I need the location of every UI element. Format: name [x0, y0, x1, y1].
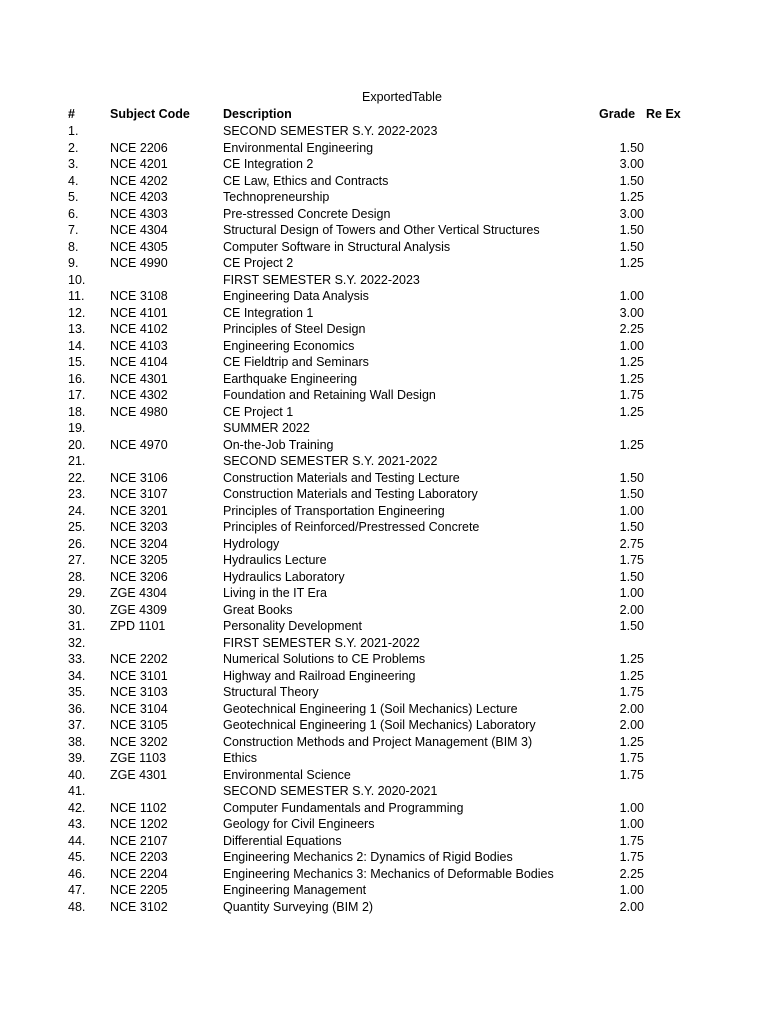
table-row [0, 453, 768, 470]
table-row [0, 255, 768, 272]
row-description: SUMMER 2022 [223, 421, 310, 435]
table-row [0, 189, 768, 206]
row-grade: 1.00 [619, 586, 644, 600]
table-row [0, 420, 768, 437]
row-description: Structural Design of Towers and Other Vertical Structures [223, 223, 540, 237]
row-description: Construction Methods and Project Management (BIM 3) [223, 734, 533, 749]
row-subject-code: NCE 2202 [110, 652, 168, 666]
row-grade: 2.00 [619, 602, 644, 617]
row-subject-code: NCE 2206 [110, 140, 168, 155]
row-subject-code: NCE 3101 [110, 668, 168, 683]
row-subject-code: NCE 2204 [110, 866, 168, 881]
row-number: 46. [68, 866, 86, 881]
row-number: 25. [68, 520, 86, 534]
row-subject-code: ZPD 1101 [110, 619, 166, 633]
row-subject-code: NCE 3104 [110, 701, 168, 716]
row-description: Principles of Transportation Engineering [223, 503, 445, 518]
row-number: 36. [68, 701, 86, 716]
row-number: 22. [68, 470, 86, 485]
row-description: Principles of Reinforced/Prestressed Concrete [223, 520, 480, 534]
table-row [0, 849, 768, 866]
row-description: SECOND SEMESTER S.Y. 2021-2022 [223, 454, 438, 468]
table-row [0, 833, 768, 850]
row-subject-code: NCE 1102 [110, 800, 167, 815]
row-subject-code: NCE 3204 [110, 536, 168, 551]
row-subject-code: NCE 4990 [110, 256, 168, 270]
row-description: Hydrology [223, 536, 280, 551]
row-description: Engineering Mechanics 3: Mechanics of Deformable Bodies [223, 866, 554, 881]
row-number: 18. [68, 404, 86, 419]
row-number: 23. [68, 487, 86, 501]
row-number: 3. [68, 157, 79, 171]
row-grade: 3.00 [619, 305, 644, 320]
row-description: Geology for Civil Engineers [223, 817, 375, 831]
row-description: FIRST SEMESTER S.Y. 2021-2022 [223, 635, 420, 650]
row-description: CE Fieldtrip and Seminars [223, 355, 369, 369]
row-description: Foundation and Retaining Wall Design [223, 388, 436, 402]
row-number: 48. [68, 899, 86, 914]
row-subject-code: NCE 3102 [110, 899, 168, 914]
row-number: 21. [68, 454, 86, 468]
row-number: 12. [68, 305, 86, 320]
header-subject-code: Subject Code [110, 107, 190, 121]
row-number: 5. [68, 190, 79, 204]
row-number: 41. [68, 784, 86, 798]
row-subject-code: NCE 2107 [110, 833, 168, 848]
row-description: Engineering Data Analysis [223, 289, 369, 303]
table-header-row [0, 106, 768, 123]
row-number: 37. [68, 718, 86, 732]
row-number: 9. [68, 256, 79, 270]
row-grade: 2.00 [619, 718, 644, 732]
row-subject-code: NCE 3206 [110, 569, 168, 584]
table-row [0, 437, 768, 454]
row-number: 26. [68, 536, 86, 551]
row-number: 24. [68, 503, 86, 518]
row-grade: 1.00 [619, 883, 644, 897]
row-description: Hydraulics Lecture [223, 553, 327, 567]
row-description: CE Integration 1 [223, 305, 314, 320]
row-number: 2. [68, 140, 79, 155]
row-grade: 1.25 [619, 190, 644, 204]
row-grade: 1.00 [619, 800, 644, 815]
row-subject-code: ZGE 1103 [110, 751, 167, 765]
row-number: 30. [68, 602, 86, 617]
row-number: 4. [68, 173, 79, 188]
row-grade: 1.75 [619, 767, 644, 782]
row-grade: 1.50 [619, 223, 644, 237]
row-number: 1. [68, 124, 79, 138]
table-row [0, 635, 768, 652]
row-grade: 1.75 [619, 850, 644, 864]
row-number: 34. [68, 668, 86, 683]
row-description: Geotechnical Engineering 1 (Soil Mechanics) Laboratory [223, 718, 536, 732]
row-number: 20. [68, 437, 86, 452]
row-number: 44. [68, 833, 86, 848]
row-grade: 1.25 [619, 668, 644, 683]
row-grade: 1.00 [619, 338, 644, 353]
row-description: On-the-Job Training [223, 437, 334, 452]
row-description: Computer Fundamentals and Programming [223, 800, 464, 815]
row-number: 7. [68, 223, 79, 237]
row-grade: 1.75 [619, 553, 644, 567]
table-row [0, 783, 768, 800]
table-row [0, 470, 768, 487]
row-description: Differential Equations [223, 833, 342, 848]
row-grade: 1.50 [619, 173, 644, 188]
table-row [0, 503, 768, 520]
row-subject-code: NCE 3202 [110, 734, 168, 749]
row-grade: 2.75 [619, 536, 644, 551]
table-row [0, 816, 768, 833]
table-row [0, 899, 768, 916]
row-subject-code: NCE 4203 [110, 190, 168, 204]
row-number: 29. [68, 586, 86, 600]
row-grade: 1.25 [619, 355, 644, 369]
table-row [0, 717, 768, 734]
row-grade: 1.25 [619, 256, 644, 270]
header-re-ex: Re Ex [646, 107, 681, 121]
row-grade: 2.00 [619, 899, 644, 914]
table-row [0, 288, 768, 305]
row-description: FIRST SEMESTER S.Y. 2022-2023 [223, 272, 420, 287]
table-row [0, 156, 768, 173]
table-row [0, 486, 768, 503]
row-number: 14. [68, 338, 86, 353]
row-number: 17. [68, 388, 86, 402]
row-number: 47. [68, 883, 86, 897]
row-description: Geotechnical Engineering 1 (Soil Mechanics) Lecture [223, 701, 518, 716]
row-subject-code: NCE 3203 [110, 520, 168, 534]
row-description: CE Project 1 [223, 404, 294, 419]
row-grade: 1.25 [619, 404, 644, 419]
row-grade: 1.00 [619, 503, 644, 518]
row-grade: 1.75 [619, 388, 644, 402]
table-row [0, 387, 768, 404]
row-number: 28. [68, 569, 86, 584]
row-subject-code: NCE 3105 [110, 718, 168, 732]
row-subject-code: NCE 4101 [110, 305, 168, 320]
header-description: Description [223, 107, 292, 121]
row-description: Technopreneurship [223, 190, 330, 204]
row-number: 38. [68, 734, 86, 749]
row-number: 42. [68, 800, 86, 815]
row-grade: 1.50 [619, 470, 644, 485]
row-number: 33. [68, 652, 86, 666]
table-row [0, 767, 768, 784]
row-subject-code: NCE 3205 [110, 553, 168, 567]
header-grade: Grade [599, 107, 636, 121]
row-grade: 2.00 [619, 701, 644, 716]
row-subject-code: NCE 4304 [110, 223, 168, 237]
row-subject-code: NCE 4970 [110, 437, 168, 452]
table-row [0, 602, 768, 619]
table-row [0, 272, 768, 289]
row-grade: 1.50 [619, 520, 644, 534]
row-grade: 1.25 [619, 652, 644, 666]
row-description: Great Books [223, 602, 293, 617]
row-subject-code: NCE 3201 [110, 503, 168, 518]
row-description: Principles of Steel Design [223, 322, 366, 336]
header-num: # [68, 107, 75, 121]
row-number: 8. [68, 239, 79, 254]
row-subject-code: NCE 4305 [110, 239, 168, 254]
row-grade: 1.25 [619, 734, 644, 749]
row-description: Highway and Railroad Engineering [223, 668, 416, 683]
row-grade: 1.25 [619, 371, 644, 386]
row-subject-code: NCE 3107 [110, 487, 168, 501]
table-row [0, 618, 768, 635]
table-row [0, 305, 768, 322]
row-description: Structural Theory [223, 685, 319, 699]
row-grade: 1.50 [619, 619, 644, 633]
table-title: ExportedTable [362, 90, 442, 104]
row-grade: 1.00 [619, 289, 644, 303]
row-grade: 1.50 [619, 140, 644, 155]
row-description: Pre-stressed Concrete Design [223, 206, 391, 221]
table-row [0, 123, 768, 140]
row-number: 43. [68, 817, 86, 831]
row-description: Personality Development [223, 619, 362, 633]
row-description: Quantity Surveying (BIM 2) [223, 899, 374, 914]
row-grade: 1.75 [619, 751, 644, 765]
table-row [0, 173, 768, 190]
row-grade: 1.50 [619, 239, 644, 254]
row-grade: 1.75 [619, 833, 644, 848]
table-row [0, 222, 768, 239]
row-description: CE Project 2 [223, 256, 294, 270]
row-description: Environmental Science [223, 767, 351, 782]
row-number: 32. [68, 635, 86, 650]
row-number: 19. [68, 421, 86, 435]
row-description: SECOND SEMESTER S.Y. 2020-2021 [223, 784, 438, 798]
row-subject-code: NCE 4302 [110, 388, 168, 402]
row-subject-code: NCE 1202 [110, 817, 168, 831]
row-subject-code: NCE 3106 [110, 470, 168, 485]
row-number: 45. [68, 850, 86, 864]
table-row [0, 321, 768, 338]
table-row [0, 338, 768, 355]
row-subject-code: NCE 2205 [110, 883, 168, 897]
row-number: 27. [68, 553, 86, 567]
row-subject-code: NCE 4104 [110, 355, 168, 369]
row-description: Construction Materials and Testing Lecture [223, 470, 460, 485]
table-row [0, 354, 768, 371]
row-subject-code: ZGE 4301 [110, 767, 167, 782]
row-number: 39. [68, 751, 86, 765]
row-description: Living in the IT Era [223, 586, 327, 600]
row-number: 16. [68, 371, 86, 386]
row-description: Computer Software in Structural Analysis [223, 239, 451, 254]
row-description: Engineering Management [223, 883, 367, 897]
table-row [0, 239, 768, 256]
row-subject-code: ZGE 4309 [110, 602, 167, 617]
table-row [0, 800, 768, 817]
row-subject-code: NCE 3108 [110, 289, 168, 303]
table-row [0, 734, 768, 751]
table-row [0, 371, 768, 388]
table-row [0, 206, 768, 223]
table-row [0, 585, 768, 602]
row-subject-code: NCE 2203 [110, 850, 168, 864]
row-number: 11. [68, 289, 85, 303]
table-row [0, 519, 768, 536]
row-grade: 1.25 [619, 437, 644, 452]
row-subject-code: NCE 4980 [110, 404, 168, 419]
table-row [0, 536, 768, 553]
table-row [0, 552, 768, 569]
row-grade: 2.25 [619, 322, 644, 336]
row-grade: 2.25 [619, 866, 644, 881]
row-description: SECOND SEMESTER S.Y. 2022-2023 [223, 124, 438, 138]
row-subject-code: NCE 3103 [110, 685, 168, 699]
table-row [0, 140, 768, 157]
row-subject-code: NCE 4102 [110, 322, 168, 336]
row-description: Numerical Solutions to CE Problems [223, 652, 426, 666]
row-number: 10. [68, 272, 86, 287]
table-row [0, 750, 768, 767]
table-row [0, 684, 768, 701]
row-grade: 1.50 [619, 487, 644, 501]
row-description: Earthquake Engineering [223, 371, 358, 386]
row-grade: 1.75 [619, 685, 644, 699]
row-description: CE Law, Ethics and Contracts [223, 173, 389, 188]
row-number: 40. [68, 767, 86, 782]
table-row [0, 569, 768, 586]
table-row [0, 651, 768, 668]
row-description: Engineering Mechanics 2: Dynamics of Rigid Bodies [223, 850, 513, 864]
row-description: CE Integration 2 [223, 157, 314, 171]
row-description: Environmental Engineering [223, 140, 374, 155]
table-row [0, 404, 768, 421]
row-description: Hydraulics Laboratory [223, 569, 345, 584]
row-grade: 1.50 [619, 569, 644, 584]
row-subject-code: NCE 4202 [110, 173, 168, 188]
table-row [0, 866, 768, 883]
row-number: 13. [68, 322, 86, 336]
row-description: Engineering Economics [223, 338, 355, 353]
row-subject-code: NCE 4301 [110, 371, 168, 386]
table-row [0, 701, 768, 718]
row-number: 31. [68, 619, 86, 633]
row-description: Construction Materials and Testing Laboratory [223, 487, 478, 501]
row-grade: 1.00 [619, 817, 644, 831]
row-number: 6. [68, 206, 79, 221]
row-subject-code: NCE 4201 [110, 157, 168, 171]
row-grade: 3.00 [619, 206, 644, 221]
row-number: 15. [68, 355, 86, 369]
row-grade: 3.00 [619, 157, 644, 171]
row-subject-code: NCE 4303 [110, 206, 168, 221]
table-row [0, 882, 768, 899]
row-description: Ethics [223, 751, 258, 765]
row-subject-code: ZGE 4304 [110, 586, 167, 600]
row-number: 35. [68, 685, 86, 699]
row-subject-code: NCE 4103 [110, 338, 168, 353]
table-row [0, 668, 768, 685]
